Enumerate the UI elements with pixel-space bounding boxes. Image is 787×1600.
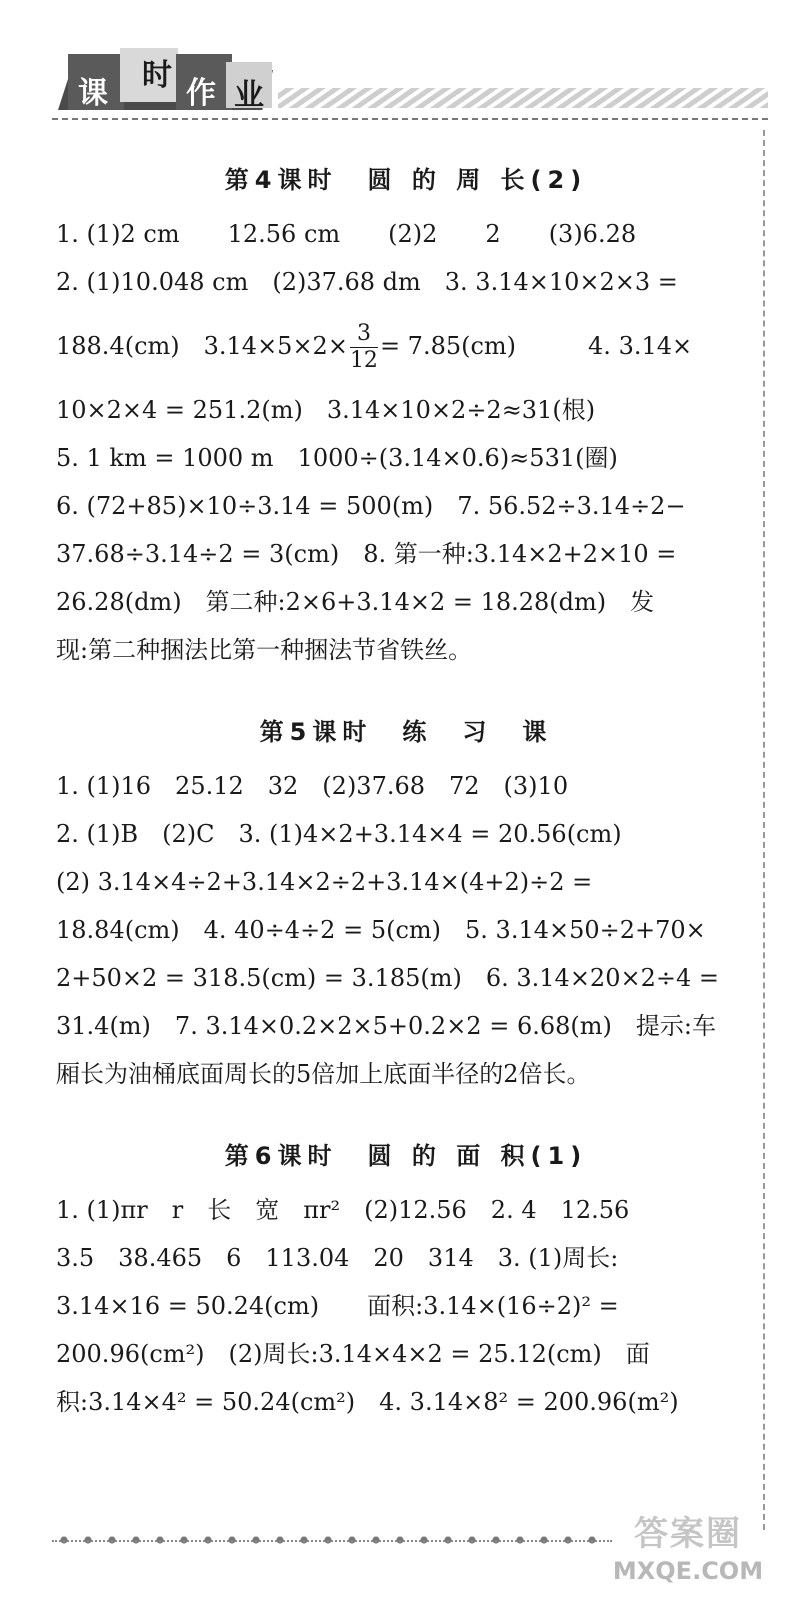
header-divider <box>52 118 768 120</box>
site-watermark-logo <box>603 1512 773 1594</box>
answer-line: 6. (72+85)×10÷3.14 = 500(m) 7. 56.52÷3.14÷2− <box>56 492 686 520</box>
watermark-en: MXQE.COM <box>612 1557 764 1585</box>
section-title: 第4课时 圆 的 周 长(2) <box>224 166 588 194</box>
answer-line: 2. (1)B (2)C 3. (1)4×2+3.14×4 = 20.56(cm) <box>56 820 622 848</box>
answer-line: 5. 1 km = 1000 m 1000÷(3.14×0.6)≈531(圈) <box>56 444 618 472</box>
answer-line: 3.5 38.465 6 113.04 20 314 3. (1)周长: <box>56 1244 619 1272</box>
banner-char: 课 <box>78 76 108 111</box>
header-stripe-band <box>278 88 768 108</box>
answer-line: 厢长为油桶底面周长的5倍加上底面半径的2倍长。 <box>56 1060 591 1088</box>
header-banner <box>58 48 273 116</box>
section-title: 第6课时 圆 的 面 积(1) <box>224 1142 588 1170</box>
answer-line: 1. (1)2 cm 12.56 cm (2)2 2 (3)6.28 <box>56 220 637 248</box>
answer-line: 200.96(cm²) (2)周长:3.14×4×2 = 25.12(cm) 面 <box>56 1340 650 1368</box>
answer-line: 18.84(cm) 4. 40÷4÷2 = 5(cm) 5. 3.14×50÷2+70× <box>56 916 706 944</box>
answer-line: 26.28(dm) 第二种:2×6+3.14×2 = 18.28(dm) 发 <box>56 588 655 616</box>
section-title: 第5课时 练 习 课 <box>259 718 553 746</box>
fraction <box>350 321 378 374</box>
answer-line: 1. (1)16 25.12 32 (2)37.68 72 (3)10 <box>56 772 569 800</box>
answer-content <box>56 150 756 1426</box>
footer-dot-border <box>52 1528 612 1556</box>
answer-line: 31.4(m) 7. 3.14×0.2×2×5+0.2×2 = 6.68(m) 提示:车 <box>56 1012 716 1040</box>
answer-line: (2) 3.14×4÷2+3.14×2÷2+3.14×(4+2)÷2 = <box>56 868 593 896</box>
line-tail: = 7.85(cm) 4. 3.14× <box>379 332 693 360</box>
fraction-numerator: 3 <box>350 321 378 348</box>
banner-char: 作 <box>186 76 216 111</box>
banner-char: 业 <box>234 78 264 113</box>
fraction-denominator: 12 <box>349 348 378 373</box>
footer-divider <box>52 1540 612 1542</box>
answer-line: 10×2×4 = 251.2(m) 3.14×10×2÷2≈31(根) <box>56 396 596 424</box>
watermark-cn: 答案圈 <box>634 1514 742 1554</box>
answer-line-with-fraction <box>56 306 756 386</box>
line-head: 188.4(cm) 3.14×5×2× <box>56 332 348 360</box>
answer-line: 37.68÷3.14÷2 = 3(cm) 8. 第一种:3.14×2+2×10 = <box>56 540 677 568</box>
answer-line: 积:3.14×4² = 50.24(cm²) 4. 3.14×8² = 200.96(m²) <box>56 1388 679 1416</box>
answer-line: 2+50×2 = 318.5(cm) = 3.185(m) 6. 3.14×20×2÷4 = <box>56 964 719 992</box>
right-margin-rule <box>763 130 765 1530</box>
answer-line: 2. (1)10.048 cm (2)37.68 dm 3. 3.14×10×2×3 = <box>56 268 678 296</box>
banner-char: 时 <box>142 58 172 93</box>
answer-line: 1. (1)πr r 长 宽 πr² (2)12.56 2. 4 12.56 <box>56 1196 630 1224</box>
answer-line: 3.14×16 = 50.24(cm) 面积:3.14×(16÷2)² = <box>56 1292 619 1320</box>
answer-line: 现:第二种捆法比第一种捆法节省铁丝。 <box>56 636 473 664</box>
